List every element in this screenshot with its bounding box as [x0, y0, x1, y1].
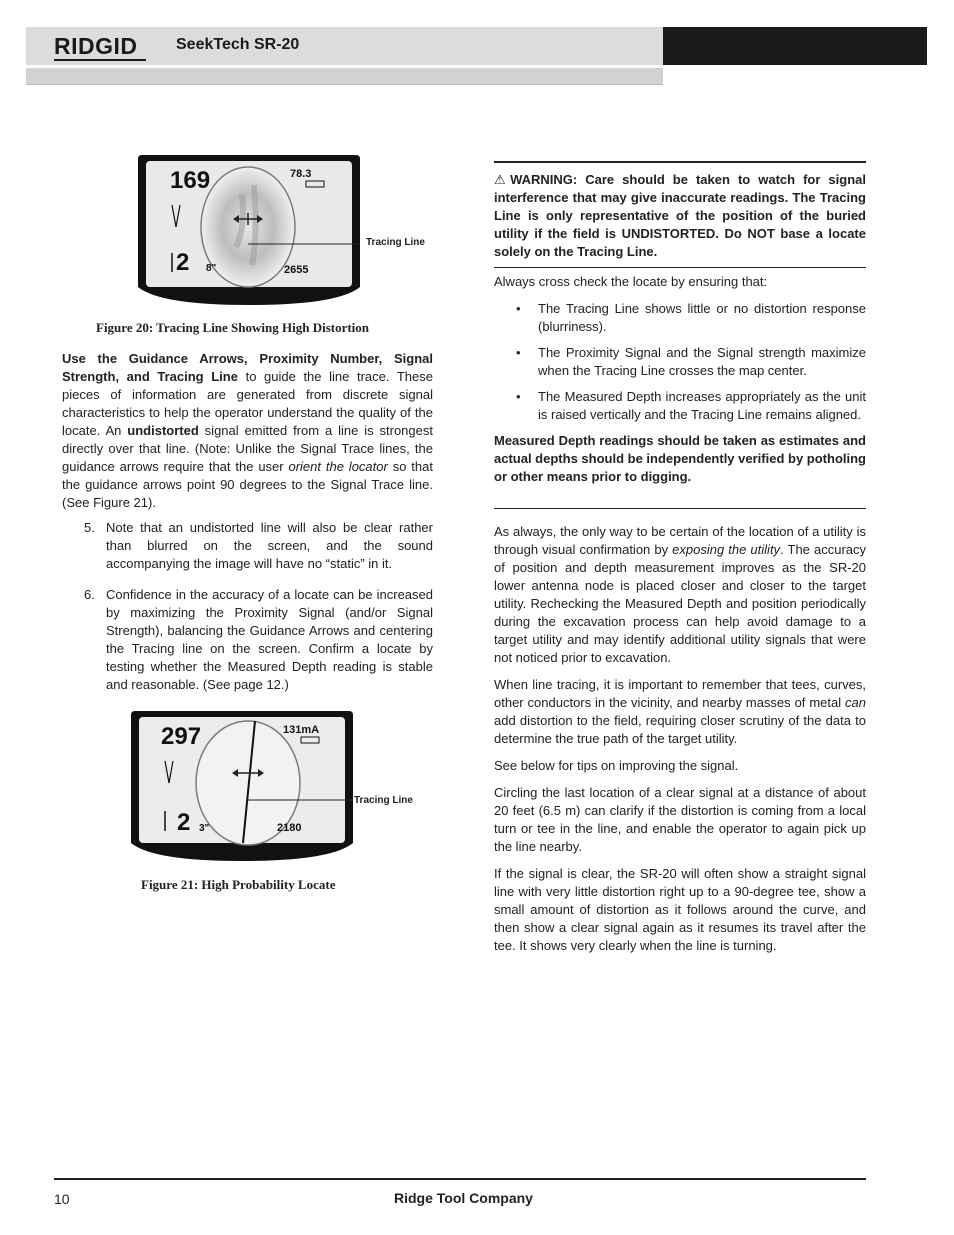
- paragraph: As always, the only way to be certain of the location of a utility is through visual confirmation by exposing the utility. The accuracy of position and depth measurement improves as the SR-20 lower antenna node is placed closer and closer to the target utility. Rechecking the Measured Depth and position periodically during the excavation process can help avoid damage to a target utility and may identify additional utility signals that were not noticed prior to excavation.: [494, 524, 867, 665]
- list-item: • The Measured Depth increases appropriately as the unit is raised vertically and the Tracing Line remains aligned.: [516, 389, 866, 422]
- header-separator: [26, 65, 663, 68]
- list-item: 5. Note that an undistorted line will also be clear rather than blurred on the screen, and the sound accompanying the image will have no “static” in it.: [84, 520, 433, 571]
- logo-underline: [54, 59, 146, 61]
- left-column: [62, 350, 433, 521]
- section-rule: [494, 508, 866, 509]
- paragraph: See below for tips on improving the signal.: [494, 758, 739, 773]
- cross-check-intro: Always cross check the locate by ensuring that:: [494, 274, 768, 289]
- paragraph: When line tracing, it is important to remember that tees, curves, other conductors in the vicinity, and nearby masses of metal can add distortion to the field, requiring closer scrutiny of the data to determine the true path of the target utility.: [494, 677, 866, 746]
- figure-20-caption: Figure 20: Tracing Line Showing High Distortion: [96, 320, 370, 335]
- bullet-icon: •: [516, 301, 521, 316]
- list-item: • The Tracing Line shows little or no distortion response (blurriness).: [516, 301, 866, 334]
- depth-feet: 2: [176, 249, 190, 276]
- depth-feet: 2: [177, 809, 191, 836]
- ridgid-logo: RIDGID: [54, 33, 138, 59]
- paragraph: If the signal is clear, the SR-20 will often show a straight signal line with very little distortion right up to a 90-degree tee, show a small amount of distortion as it follows around the curve, and then show a clear signal again as it resumes its travel after the tee. It shows very clearly when the line is turning.: [494, 866, 866, 953]
- paragraph: Circling the last location of a clear signal at a distance of about 20 feet (6.5 m) can clarify if the distortion is coming from a local turn or tee in the line, and enable the operator to again pick up the line nearby.: [494, 785, 866, 854]
- depth-note: Measured Depth readings should be taken as estimates and actual depths should be independently verified by potholing or other means prior to digging.: [494, 433, 866, 484]
- bullet-icon: •: [516, 345, 521, 360]
- numbered-list: [62, 519, 433, 707]
- proximity-number: 297: [161, 723, 202, 750]
- bullet-icon: •: [516, 389, 521, 404]
- warning-top-rule: [494, 161, 866, 163]
- figure-21-caption: Figure 21: High Probability Locate: [141, 877, 336, 892]
- header-dark-block: [663, 27, 927, 65]
- guidance-paragraph: Use the Guidance Arrows, Proximity Number, Signal Strength, and Tracing Line to guide the line trace. These pieces of information are generated from discrete signal characteristics to help the operator understand the quality of the locate. An undistorted signal emitted from a line is strongest directly over that line. (Note: Unlike the Signal Trace lines, the guidance arrows require that the user orient the locator so that the guidance arrows point 90 degrees to the Signal Trace line. (See Figure 21).: [62, 351, 433, 510]
- current-readout: 78.3: [290, 168, 312, 180]
- warning-text: ⚠WARNING: Care should be taken to watch for signal interference that may give inaccurate readings. The Tracing Line is only representative of the position of the buried utility if the field is UNDISTORTED. Do NOT base a locate solely on the Tracing Line.: [494, 172, 867, 259]
- tracing-line-label: Tracing Line: [354, 795, 413, 806]
- footer-rule: [54, 1178, 866, 1180]
- depth-inches: 8": [206, 263, 217, 274]
- proximity-number: 169: [170, 167, 211, 194]
- tracing-line-label: Tracing Line: [366, 237, 425, 248]
- page-number: 10: [54, 1191, 70, 1207]
- figure-20-screen: [138, 155, 360, 305]
- signal-strength: 2655: [284, 264, 309, 276]
- document-title: SeekTech SR-20: [176, 36, 300, 53]
- current-readout: 131mA: [283, 724, 320, 736]
- list-item: • The Proximity Signal and the Signal strength maximize when the Tracing Line crosses the map center.: [516, 345, 866, 378]
- warning-bottom-rule: [494, 267, 866, 268]
- right-column-checks: [494, 273, 866, 495]
- right-column-body: [494, 523, 866, 964]
- signal-strength: 2180: [277, 822, 302, 834]
- figure-21-screen: [131, 711, 353, 861]
- warning-icon: ⚠: [494, 172, 511, 187]
- warning-box: [494, 171, 866, 261]
- company-name: Ridge Tool Company: [394, 1190, 533, 1206]
- depth-inches: 3": [199, 823, 210, 834]
- list-item: 6. Confidence in the accuracy of a locate can be increased by maximizing the Proximity Signal (and/or Signal Strength), balancing the Guidance Arrows and centering the Tracing line on the screen. Confirm a locate by testing whether the Measured Depth reading is stable and reasonable. (See page 12.): [84, 587, 433, 692]
